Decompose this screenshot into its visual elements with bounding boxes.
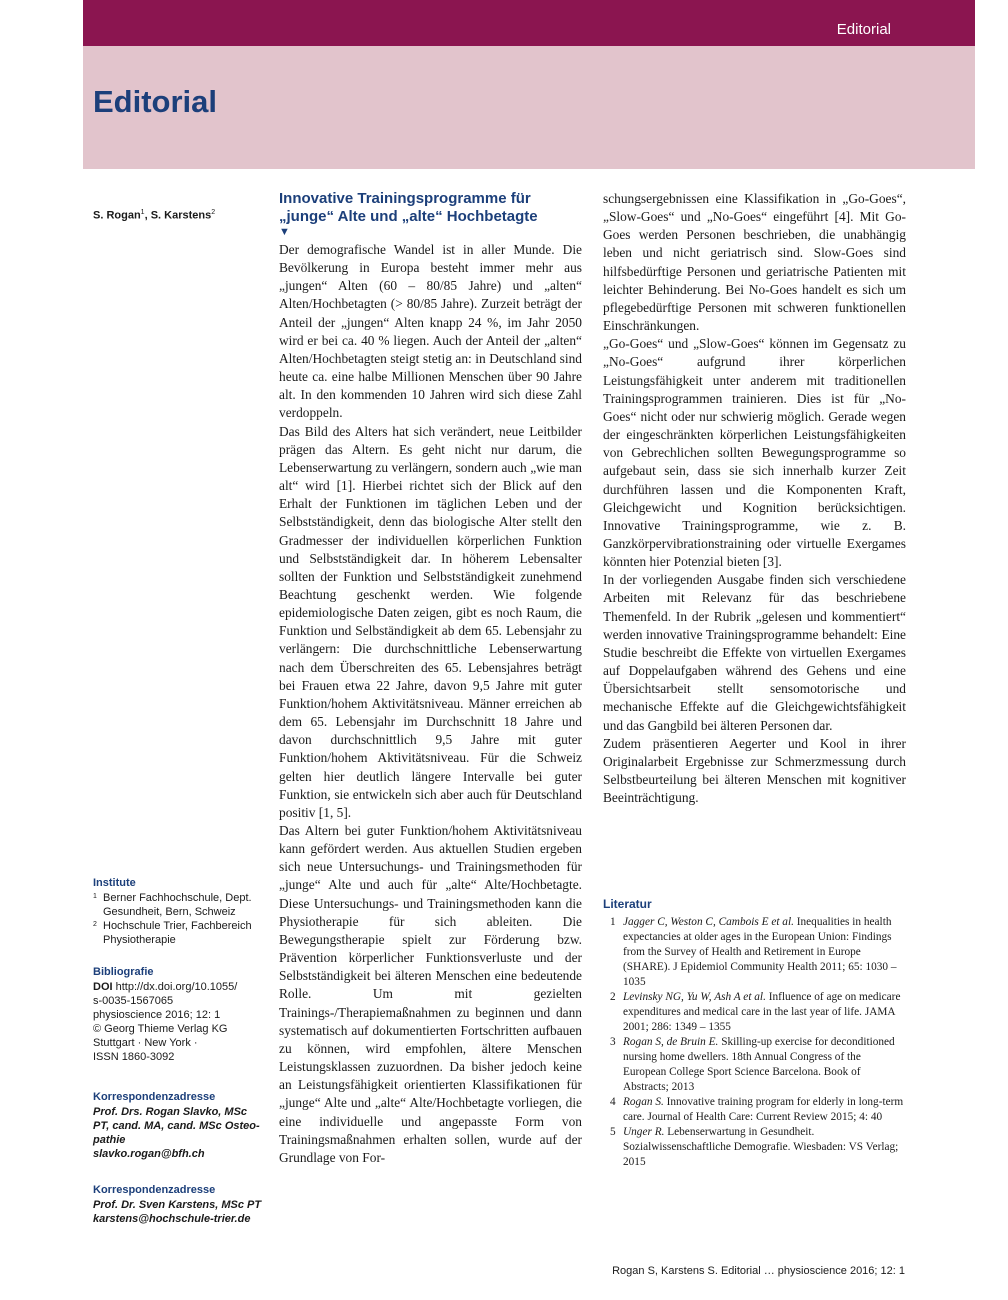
- reference-number: 5: [610, 1126, 616, 1138]
- reference-text: Inequalities in health expectancies at older ages in the European Union: Findings from the Survey of Health and Retirement in Europe (SHARE). J Epidemiol Community Health 2011; 65: 1030 – 1035: [623, 916, 897, 988]
- article-column-right: [603, 190, 906, 807]
- institute-item: [93, 919, 263, 947]
- issn-line: ISSN 1860-3092: [93, 1051, 175, 1063]
- correspondence-email[interactable]: slavko.rogan@bfh.ch: [93, 1148, 205, 1160]
- institute-text: Berner Fachhochschule, Dept. Gesundheit, Bern, Schweiz: [103, 892, 252, 918]
- reference-item: [603, 1125, 906, 1170]
- header-divider: [988, 6, 989, 46]
- article-paragraph: Zudem präsentieren Aegerter und Kool in ihrer Originalarbeit Ergebnisse zur Schmerzmessung durch Selbstbeurteilung bei älteren Menschen mit kognitiver Beeinträchtigung.: [603, 735, 906, 806]
- literature-heading: Literatur: [603, 897, 652, 911]
- institute-number: 2: [93, 921, 97, 928]
- institute-text: Hochschule Trier, Fachbereich Physiotherapie: [103, 920, 252, 946]
- institute-block: [93, 876, 263, 947]
- reference-item: [603, 990, 906, 1035]
- reference-text: Lebenserwartung in Gesundheit. Sozialwissenschaftliche Demografie. Wiesbaden: VS Verlag; 2015: [623, 1126, 899, 1168]
- article-paragraph: Der demografische Wandel ist in aller Munde. Die Bevölkerung in Europa besteht immer mehr aus „jungen“ Alten (60 – 80/85 Jahre) und „alten“ Alten/Hochbetagten (> 80/85 Jahre). Zurzeit beträgt der Anteil der „jungen“ Alten knapp 24 %, im Jahr 2050 wird er bei ca. 40 % liegen. Auch der Anteil der „alten“ Alten/Hochbetagten steigt stetig an: in Deutschland sind heute ca. eine halbe Millionen Menschen über 90 Jahre alt. In den kommenden 10 Jahren wird sich diese Zahl verdoppeln.: [279, 242, 582, 421]
- article-column-middle: [279, 190, 582, 1167]
- reference-authors: Jagger C, Weston C, Cambois E et al.: [623, 916, 794, 928]
- correspondence-block-1: [93, 1090, 263, 1161]
- author-2-affiliation: 2: [211, 209, 216, 216]
- article-title: Innovative Trainingsprogramme für „junge“ Alte und „alte“ Hochbetagte: [279, 190, 538, 225]
- correspondence-title-cont: pathie: [93, 1134, 126, 1146]
- institute-number: 1: [93, 893, 97, 900]
- author-separator: ,: [144, 209, 151, 222]
- doi-line: [93, 980, 263, 994]
- section-label: Editorial: [836, 21, 891, 38]
- author-1: S. Rogan: [93, 209, 141, 222]
- authors: [93, 209, 215, 222]
- reference-item: [603, 1095, 906, 1125]
- author-1-affiliation: 1: [140, 209, 145, 216]
- correspondence-block-2: [93, 1183, 263, 1226]
- article-paragraph: In der vorliegenden Ausgabe finden sich verschiedene Arbeiten mit Relevanz für das beschriebene Themenfeld. In der Rubrik „gelesen und kommentiert“ werden innovative Trainingsprogramme behandelt: Eine Studie beschreibt die Effekte von virtuellen Exergames auf Doppelaufgaben während des Gehens und eine Übersichtsarbeit stellt sensomotorische und mechanische Effekte auf die Gleichgewichtsfähigkeit und das Gangbild bei älteren Personen dar.: [603, 572, 906, 733]
- correspondence-email[interactable]: karstens@hochschule-trier.de: [93, 1213, 251, 1225]
- reference-authors: Levinsky NG, Yu W, Ash A et al.: [623, 991, 766, 1003]
- article-paragraph: Das Altern bei guter Funktion/hohem Aktivitätsniveau kann gefördert werden. Aus aktuellen Studien ergeben sich neue Untersuchungs- und Trainingsmethoden für „junge“ Alte und auch für „alte“ Alte/Hochbetagte. Diese Untersuchungs- und Trainingsmethoden kann die Physiotherapie für sich ableiten. Die Bewegungstherapie spielt zur Förderung bzw. Prävention körperlicher Funktionsverluste und der Selbstständigkeit bei älteren Menschen eine bedeutende Rolle. Um mit gezielten Trainings-/Therapiemaßnahmen zu beginnen und dann systematisch auf dokumentierten Fortschritten aufbauen zu können, wird empfohlen, ältere Menschen Leistungsklassen zuzuordnen. Da bisher jedoch keine an Leistungsfähigkeit orientierten Klassifikationen für „junge“ Alte und „alte“ Alte/Hochbetagte vorliegen, die eine individuelle und angepasste Form von Trainingsmaßnahmen erhalten sollen, wurde auf der Grundlage von For-: [279, 823, 582, 1165]
- correspondence-title: PT, cand. MA, cand. MSc Osteo-: [93, 1120, 260, 1132]
- bibliography-heading: Bibliografie: [93, 966, 154, 978]
- bibliography-block: [93, 965, 263, 1064]
- triangle-marker-icon: ▼: [279, 226, 290, 238]
- doi-link[interactable]: http://dx.doi.org/10.1055/: [112, 981, 238, 993]
- institute-heading: Institute: [93, 877, 136, 889]
- article-paragraph: „Go-Goes“ und „Slow-Goes“ können im Gegensatz zu „No-Goes“ aufgrund ihrer körperlichen Leistungsfähigkeit unter anderem mit traditionellen Trainingsprogrammen trainieren. Dies ist für „No-Goes“ nicht oder nur schwierig möglich. Gerade wegen der eingeschränkten körperlichen Leistungsfähigkeiten von Gebrechlichen sollten Bewegungsprogramme so aufgebaut sein, dass sie sich innerhalb kurzer Zeit durchführen lassen und die Komponenten Kraft, Gleichgewicht und Kognition berücksichtigen. Innovative Trainingsprogramme, wie z. B. Ganzkörpervibrationstraining oder virtuelle Exergames könnten hier Potenzial bieten [3].: [603, 336, 906, 570]
- reference-number: 4: [610, 1096, 616, 1108]
- reference-number: 3: [610, 1036, 616, 1048]
- publisher-location: Stuttgart · New York ·: [93, 1037, 198, 1049]
- correspondence-heading: Korrespondenzadresse: [93, 1091, 216, 1103]
- institute-item: [93, 891, 263, 919]
- copyright-line: © Georg Thieme Verlag KG: [93, 1023, 228, 1035]
- page-footer: Rogan S, Karstens S. Editorial … physioscience 2016; 12: 1: [612, 1265, 905, 1277]
- title-band: [83, 46, 975, 169]
- reference-number: 2: [610, 991, 616, 1003]
- reference-number: 1: [610, 916, 616, 928]
- correspondence-heading: Korrespondenzadresse: [93, 1184, 216, 1196]
- doi-continuation: s-0035-1567065: [93, 995, 174, 1007]
- reference-item: [603, 915, 906, 990]
- page-title: Editorial: [93, 84, 218, 119]
- doi-label: DOI: [93, 981, 113, 993]
- page-number: 1: [999, 19, 1008, 36]
- correspondence-name: Prof. Dr. Sven Karstens, MSc PT: [93, 1199, 262, 1211]
- article-paragraph: schungsergebnissen eine Klassifikation in „Go-Goes“, „Slow-Goes“ und „No-Goes“ eingeführt [4]. Mit Go-Goes werden Personen beschrieben, die unabhängig leben und nicht geriatrisch sind. Slow-Goes sind hilfsbedürftige Personen und geriatrische Patienten mit leichter Behinderung. Bei No-Goes handelt es sich um pflegebedürftige Personen mit schweren funktionellen Einschränkungen.: [603, 191, 906, 334]
- author-2: S. Karstens: [150, 209, 212, 222]
- reference-text: Influence of age on medicare expenditures and medical care in the last year of life. JAMA 2001; 286: 1349 – 1355: [623, 991, 901, 1033]
- reference-item: [603, 1035, 906, 1095]
- reference-text: Skilling-up exercise for deconditioned nursing home dwellers. 18th Annual Congress of the European College Sport Science Barcelona. Book of Abstracts; 2013: [623, 1036, 895, 1093]
- article-paragraph: Das Bild des Alters hat sich verändert, neue Leitbilder prägen das Altern. Es geht nicht nur darum, die Lebenserwartung zu verlängern, sondern auch „wie man alt“ wird [1]. Hierbei richtet sich der Blick auf den Erhalt der Funktionen im täglichen Leben und der Selbstständigkeit, denn das biologische Alter stellt den Gradmesser der individuellen körperlichen Funktion und Selbstständigkeit dar. In höherem Lebensalter sollten der Funktion und Selbstständigkeit zunehmend Beachtung geschenkt werden. Wie folgende epidemiologische Daten zeigen, gibt es noch Raum, die Funktion und Selbständigkeit ab dem 65. Lebensjahr zu verlängern: Die durchschnittliche Lebenserwartung nach dem Überschreiten des 65. Lebensjahres beträgt bei Frauen etwa 22 Jahre, davon 9,5 Jahre mit guter Funktion/hohem Aktivitätsniveau. Männer erreichen ab dem 65. Lebensjahr im Durchschnitt 18 Jahre und davon durchschnittlich 9,5 Jahre mit guter Funktion/hohem Aktivitätsniveau. Für die Schweiz gelten hier deutlich längere Intervalle bei guter Funktion, sie entwickeln sich aber auch für Deutschland positiv [1, 5].: [279, 423, 582, 820]
- literature-section: [603, 897, 906, 1170]
- reference-authors: Unger R.: [623, 1126, 665, 1138]
- reference-authors: Rogan S, de Bruin E.: [623, 1036, 719, 1048]
- citation-line: physioscience 2016; 12: 1: [93, 1009, 221, 1021]
- correspondence-name: Prof. Drs. Rogan Slavko, MSc: [93, 1106, 248, 1118]
- reference-authors: Rogan S.: [623, 1096, 664, 1108]
- reference-text: Innovative training program for elderly in long-term care. Journal of Health Care: Current Review 2015; 4: 40: [623, 1096, 904, 1123]
- header-bar: [83, 0, 1008, 46]
